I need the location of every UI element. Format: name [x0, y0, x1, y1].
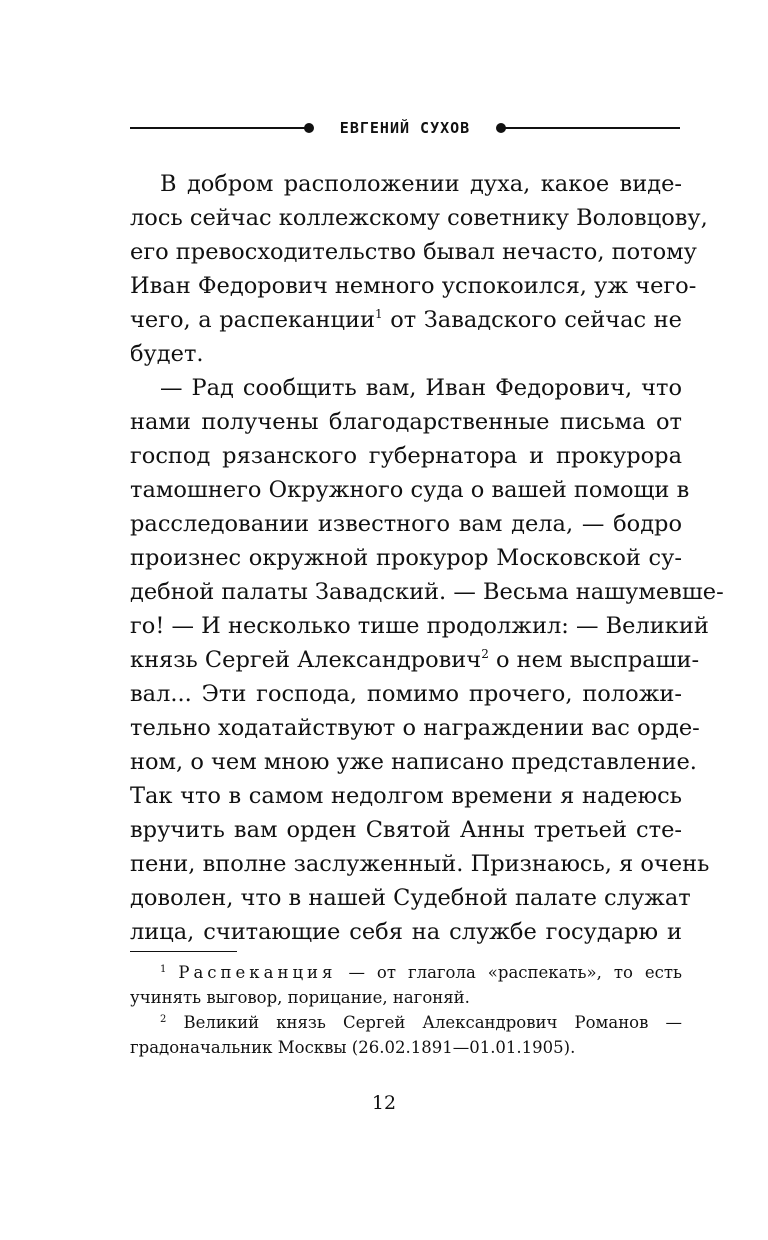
body-text [130, 167, 724, 949]
footnote-2-continued: градоначальник Москвы (26.02.1891—01.01.1905). [130, 1038, 576, 1057]
footnote-term: Распеканция [178, 963, 337, 982]
header-rule-right [504, 127, 680, 129]
text-line: лица, считающие себя на службе государю и [130, 919, 682, 945]
text-line: будет. [130, 341, 204, 367]
text-line: ном, о чем мною уже написано представление. [130, 749, 697, 775]
footnote-ref-2: 2 [481, 647, 489, 661]
text-line: го! — И несколько тише продолжил: — Великий [130, 613, 709, 639]
text-line: произнес окружной прокурор Московской су- [130, 545, 682, 571]
text-fragment: о нем выспраши- [488, 647, 700, 673]
footnote-mark-1: 1 [160, 964, 167, 975]
text-line: — Рад сообщить вам, Иван Федорович, что [160, 375, 682, 401]
text-line [130, 643, 700, 677]
page-number: 12 [371, 1092, 397, 1114]
text-fragment: чего, а распеканции [130, 307, 375, 333]
text-line: нами получены благодарственные письма от [130, 409, 682, 435]
text-line: доволен, что в нашей Судебной палате служат [130, 885, 691, 911]
text-line: вал... Эти господа, помимо прочего, положи- [130, 681, 682, 707]
text-fragment: от Завадского сейчас не [382, 307, 682, 333]
header-author: ЕВГЕНИЙ СУХОВ [339, 119, 471, 137]
text-line: Иван Федорович немного успокоился, уж чего- [130, 273, 697, 299]
footnote-text: — от глагола «распекать», то есть [336, 963, 683, 982]
footnote-separator [130, 951, 237, 952]
text-line: дебной палаты Завадский. — Весьма нашумевше- [130, 579, 724, 605]
text-line: господ рязанского губернатора и прокурора [130, 443, 682, 469]
footnotes [130, 960, 682, 1060]
footnote-ref-1: 1 [374, 307, 383, 321]
text-fragment: князь Сергей Александрович [130, 647, 482, 673]
footnote-mark-2: 2 [160, 1014, 167, 1025]
text-line: вручить вам орден Святой Анны третьей сте- [130, 817, 682, 843]
text-line: тамошнего Окружного суда о вашей помощи в [130, 477, 690, 503]
text-line [130, 303, 682, 337]
footnote-text: Великий князь Сергей Александрович Романов — [166, 1013, 682, 1032]
running-header [130, 117, 680, 139]
footnote-1 [130, 960, 682, 985]
header-rule-left [130, 127, 306, 129]
text-line: Так что в самом недолгом времени я надеюсь [130, 783, 682, 809]
text-line: его превосходительство бывал нечасто, потому [130, 239, 697, 265]
footnote-1-continued: учинять выговор, порицание, нагоняй. [130, 988, 470, 1007]
text-line: пени, вполне заслуженный. Признаюсь, я очень [130, 851, 710, 877]
text-line: тельно ходатайствуют о награждении вас орде- [130, 715, 700, 741]
text-line: лось сейчас коллежскому советнику Воловцову, [130, 205, 708, 231]
footnote-2 [130, 1010, 682, 1035]
text-line: расследовании известного вам дела, — бодро [130, 511, 682, 537]
text-line: В добром расположении духа, какое виде- [160, 171, 682, 197]
header-dot-left [304, 123, 314, 133]
